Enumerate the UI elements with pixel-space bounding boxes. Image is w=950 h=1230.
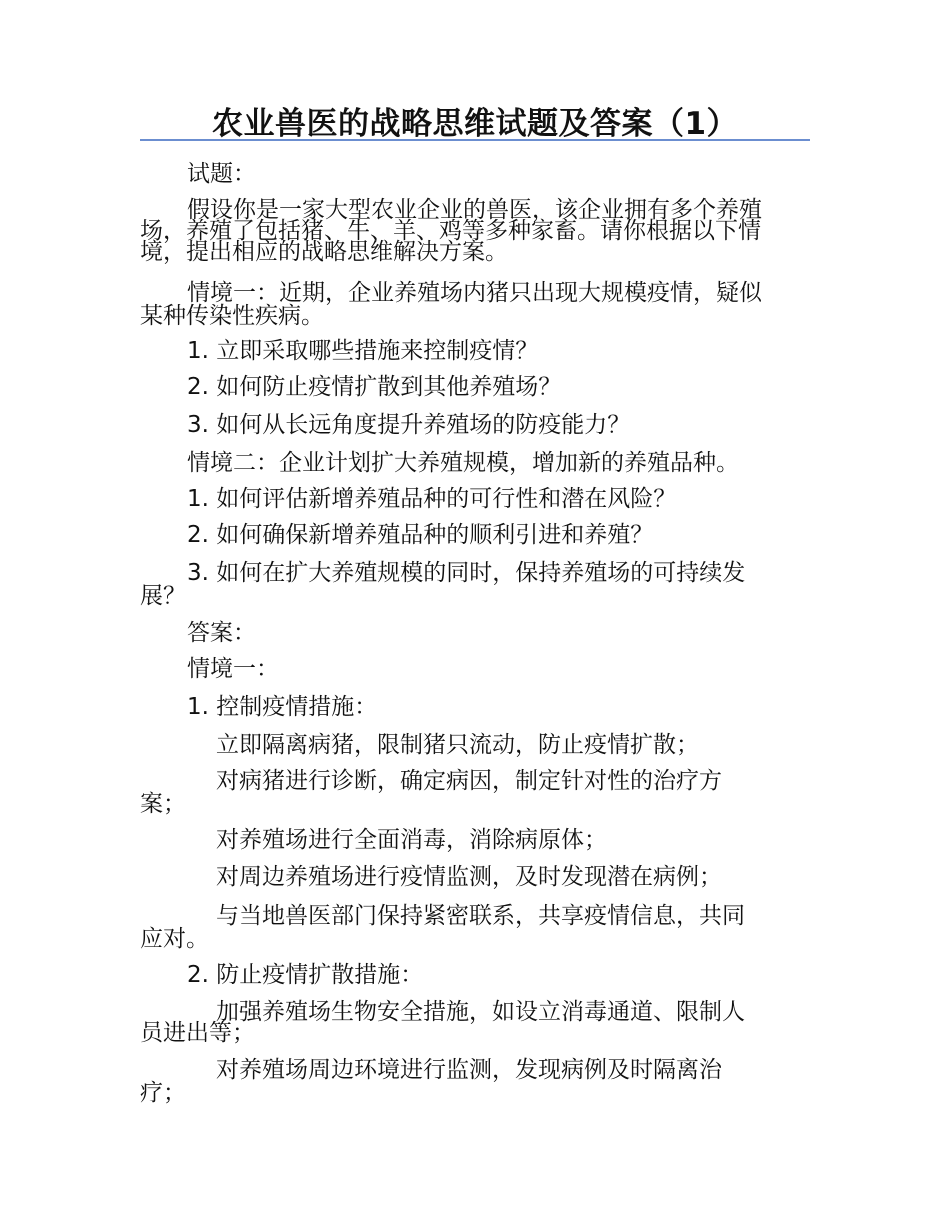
answer-1-item-2 xyxy=(140,770,812,816)
answer-1-item-2-line-2: 案； xyxy=(140,791,186,817)
scenario-1-line-1: 情境一：近期，企业养殖场内猪只出现大规模疫情，疑似 xyxy=(187,280,762,306)
answer-1-item-1: 立即隔离病猪，限制猪只流动，防止疫情扩散； xyxy=(216,732,699,758)
scenario-1-paragraph xyxy=(140,282,812,328)
answer-1-item-5-line-2: 应对。 xyxy=(140,926,209,952)
title-underline xyxy=(140,139,810,141)
answer-1-item-5-line-1: 与当地兽医部门保持紧密联系，共享疫情信息，共同 xyxy=(216,903,745,929)
answer-2-item-1-line-1: 加强养殖场生物安全措施，如设立消毒通道、限制人 xyxy=(216,999,745,1025)
answer-2-heading: 2. 防止疫情扩散措施： xyxy=(187,962,424,988)
answer-1-item-2-line-1: 对病猪进行诊断，确定病因，制定针对性的治疗方 xyxy=(216,768,722,794)
question-2-3 xyxy=(140,562,812,608)
question-1-3: 3. 如何从长远角度提升养殖场的防疫能力？ xyxy=(187,412,631,438)
answer-scenario-1-heading: 情境一： xyxy=(187,656,279,682)
answer-1-item-3: 对养殖场进行全面消毒，消除病原体； xyxy=(216,827,607,853)
answer-1-item-5 xyxy=(140,905,812,951)
answer-2-item-1-line-2: 员进出等； xyxy=(140,1020,255,1046)
answer-1-heading: 1. 控制疫情措施： xyxy=(187,694,378,720)
scenario-2-paragraph: 情境二：企业计划扩大养殖规模，增加新的养殖品种。 xyxy=(187,450,739,476)
question-2-3-line-2: 展？ xyxy=(140,583,186,609)
answer-2-item-1 xyxy=(140,1001,812,1045)
answer-2-item-2 xyxy=(140,1059,812,1105)
answer-2-item-2-line-1: 对养殖场周边环境进行监测，发现病例及时隔离治 xyxy=(216,1057,722,1083)
intro-line-3: 境，提出相应的战略思维解决方案。 xyxy=(140,239,508,265)
section-heading-questions: 试题： xyxy=(187,161,256,187)
answer-1-item-4: 对周边养殖场进行疫情监测，及时发现潜在病例； xyxy=(216,864,722,890)
answer-2-item-2-line-2: 疗； xyxy=(140,1080,186,1106)
intro-line-1: 假设你是一家大型农业企业的兽医，该企业拥有多个养殖 xyxy=(187,197,762,223)
intro-line-2: 场，养殖了包括猪、牛、羊、鸡等多种家畜。请你根据以下情 xyxy=(140,218,761,244)
question-1-1: 1. 立即采取哪些措施来控制疫情？ xyxy=(187,338,539,364)
question-1-2: 2. 如何防止疫情扩散到其他养殖场？ xyxy=(187,374,562,400)
question-2-3-line-1: 3. 如何在扩大养殖规模的同时，保持养殖场的可持续发 xyxy=(187,560,746,586)
question-2-1: 1. 如何评估新增养殖品种的可行性和潜在风险？ xyxy=(187,486,677,512)
intro-paragraph xyxy=(140,199,812,264)
question-2-2: 2. 如何确保新增养殖品种的顺利引进和养殖？ xyxy=(187,522,654,548)
scenario-1-line-2: 某种传染性疾病。 xyxy=(140,303,324,329)
document-title: 农业兽医的战略思维试题及答案（1） xyxy=(211,106,739,142)
section-heading-answers: 答案： xyxy=(187,620,256,646)
